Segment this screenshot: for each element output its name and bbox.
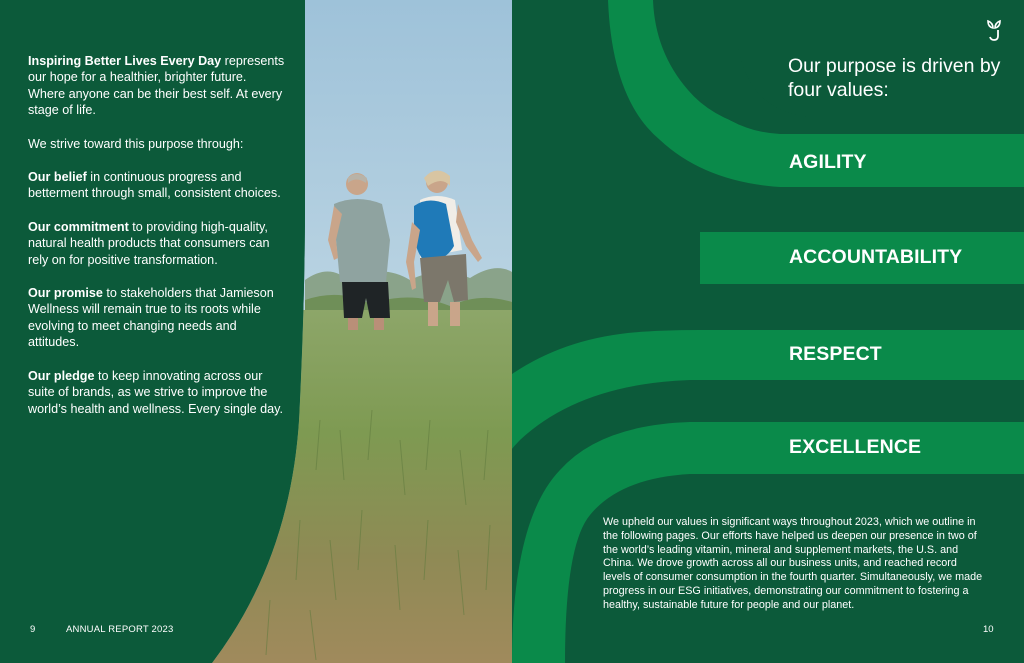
values-summary-paragraph: We upheld our values in significant ways throughout 2023, which we outline in the following pages. Our efforts have helped us deepen our presence in two of the world’s leading vitamin, mineral and supplement markets, the U.S. and China. We drove growth across all our business units, and reached record levels of consumer consumption in the fourth quarter. Simultaneously, we made progress in our ESG initiatives, demonstrating our commitment to fostering a healthy, sustainable future for people and our planet. (603, 516, 983, 611)
commitment-text: to providing high-quality, natural health products that consumers can rely on for positive transformation. (28, 219, 270, 267)
value-agility: AGILITY (789, 151, 867, 173)
report-label: ANNUAL REPORT 2023 (66, 624, 174, 635)
purpose-text-column (28, 53, 286, 434)
tagline: Inspiring Better Lives Every Day (28, 54, 222, 68)
pledge-paragraph (28, 368, 286, 417)
commitment-heading: Our commitment (28, 219, 129, 234)
page-number-right: 10 (983, 624, 994, 635)
strive-intro: We strive toward this purpose through: (28, 136, 244, 151)
pledge-text: to keep innovating across our suite of brands, as we strive to improve the world’s health and wellness. Every single day. (28, 368, 284, 416)
value-respect: RESPECT (789, 343, 882, 365)
tagline-description: represents our hope for a healthier, brighter future. Where anyone can be their best self. At every stage of life. (28, 54, 285, 118)
promise-text: to stakeholders that Jamieson Wellness will remain true to its roots while evolving to meet changing needs and attitudes. (28, 286, 274, 350)
value-accountability: ACCOUNTABILITY (789, 246, 963, 268)
pledge-heading: Our pledge (28, 368, 95, 383)
jamieson-leaf-logo-icon (984, 18, 1004, 42)
belief-paragraph (28, 169, 286, 202)
promise-paragraph (28, 285, 286, 351)
page-number-left: 9 (30, 624, 36, 635)
belief-heading: Our belief (28, 170, 87, 185)
values-heading: Our purpose is driven by four values: (788, 55, 1001, 101)
value-excellence: EXCELLENCE (789, 436, 922, 458)
belief-text: in continuous progress and betterment through small, consistent choices. (28, 170, 281, 201)
promise-heading: Our promise (28, 286, 103, 301)
purpose-intro (28, 53, 286, 119)
commitment-paragraph (28, 219, 286, 268)
